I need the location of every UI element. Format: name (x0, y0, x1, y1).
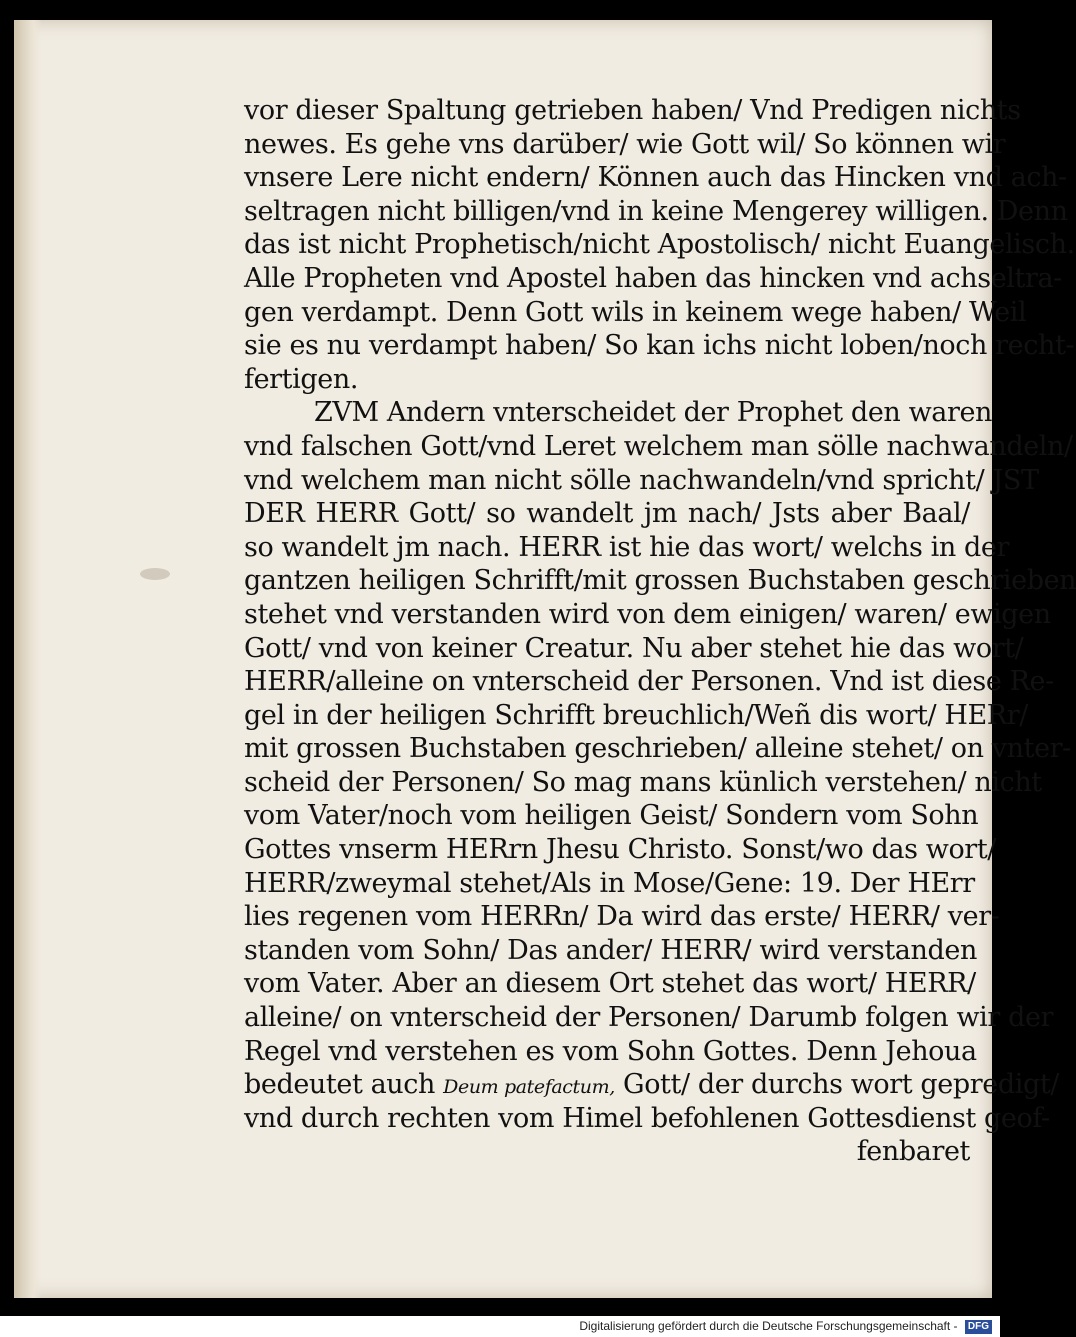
text-line: DER HERR Gott/ so wandelt jm nach/ Jsts aber Baal/ (244, 498, 970, 530)
text-line: vom Vater/noch vom heiligen Geist/ Sondern vom Sohn (244, 800, 979, 832)
text-line: scheid der Personen/ So mag mans künlich verstehen/ nicht (244, 766, 1042, 798)
latin-phrase: Deum patefactum, (443, 1076, 615, 1099)
text-line: das ist nicht Prophetisch/nicht Apostolisch/ nicht Euangelisch. (244, 229, 1075, 261)
ink-smudge (140, 568, 170, 580)
text-line: gantzen heiligen Schrifft/mit grossen Buchstaben geschrieben (244, 565, 1076, 597)
text-line-with-latin (244, 1068, 1060, 1102)
text-fragment: Gott/ der durchs wort gepredigt/ (623, 1069, 1060, 1101)
paragraph-start-line: ZVM Andern vnterscheidet der Prophet den waren (314, 397, 993, 429)
text-line: vnsere Lere nicht endern/ Können auch das Hincken vnd ach- (244, 162, 1067, 194)
text-fragment: bedeutet auch (244, 1069, 435, 1101)
text-line: sie es nu verdampt haben/ So kan ichs nicht loben/noch recht- (244, 330, 1075, 362)
text-line: vom Vater. Aber an diesem Ort stehet das wort/ HERR/ (244, 968, 976, 1000)
footer-credit-text: Digitalisierung gefördert durch die Deutsche Forschungsgemeinschaft - (579, 1319, 958, 1333)
text-line: HERR/alleine on vnterscheid der Personen. Vnd ist diese Re- (244, 666, 1054, 698)
text-line: vnd falschen Gott/vnd Leret welchem man sölle nachwandeln/ (244, 430, 1073, 462)
text-line: gen verdampt. Denn Gott wils in keinem wege haben/ Weil (244, 296, 1027, 328)
text-line: stehet vnd verstanden wird von dem einigen/ waren/ ewigen (244, 598, 1051, 630)
text-line: vor dieser Spaltung getrieben haben/ Vnd Predigen nichts (244, 95, 1021, 126)
text-line: Alle Propheten vnd Apostel haben das hincken vnd achseltra- (244, 262, 1062, 294)
text-line: fertigen. (244, 363, 358, 395)
dfg-logo: DFG (965, 1320, 992, 1334)
text-line: mit grossen Buchstaben geschrieben/ alleine stehet/ on vnter- (244, 733, 1071, 765)
text-line: lies regenen vom HERRn/ Da wird das erste/ HERR/ ver- (244, 901, 1000, 933)
text-line: Gott/ vnd von keiner Creatur. Nu aber stehet hie das wort/ (244, 632, 1024, 664)
text-line: alleine/ on vnterscheid der Personen/ Darumb folgen wir der (244, 1002, 1054, 1034)
text-line: gel in der heiligen Schrifft breuchlich/Weñ dis wort/ HERr/ (244, 699, 1028, 731)
text-line: Regel vnd verstehen es vom Sohn Gottes. Denn Jehoua (244, 1035, 977, 1067)
text-line: newes. Es gehe vns darüber/ wie Gott wil/ So können wir (244, 128, 1006, 160)
page-gutter-edge (14, 20, 42, 1298)
digitization-footer (0, 1316, 1000, 1337)
text-line: so wandelt jm nach. HERR ist hie das wort/ welchs in der (244, 531, 1010, 563)
catchword: fenbaret (856, 1136, 970, 1168)
text-line: vnd welchem man nicht sölle nachwandeln/vnd spricht/ JST (244, 464, 1039, 496)
text-line: HERR/zweymal stehet/Als in Mose/Gene: 19. Der HErr (244, 867, 975, 899)
text-line: Gottes vnserm HERrn Jhesu Christo. Sonst/wo das wort/ (244, 834, 996, 866)
text-line: standen vom Sohn/ Das ander/ HERR/ wird verstanden (244, 934, 977, 966)
text-line: seltragen nicht billigen/vnd in keine Mengerey willigen. Denn (244, 195, 1068, 227)
fraktur-text-block (244, 94, 1076, 1169)
text-line: vnd durch rechten vom Himel befohlenen Gottesdienst geof- (244, 1102, 1050, 1134)
